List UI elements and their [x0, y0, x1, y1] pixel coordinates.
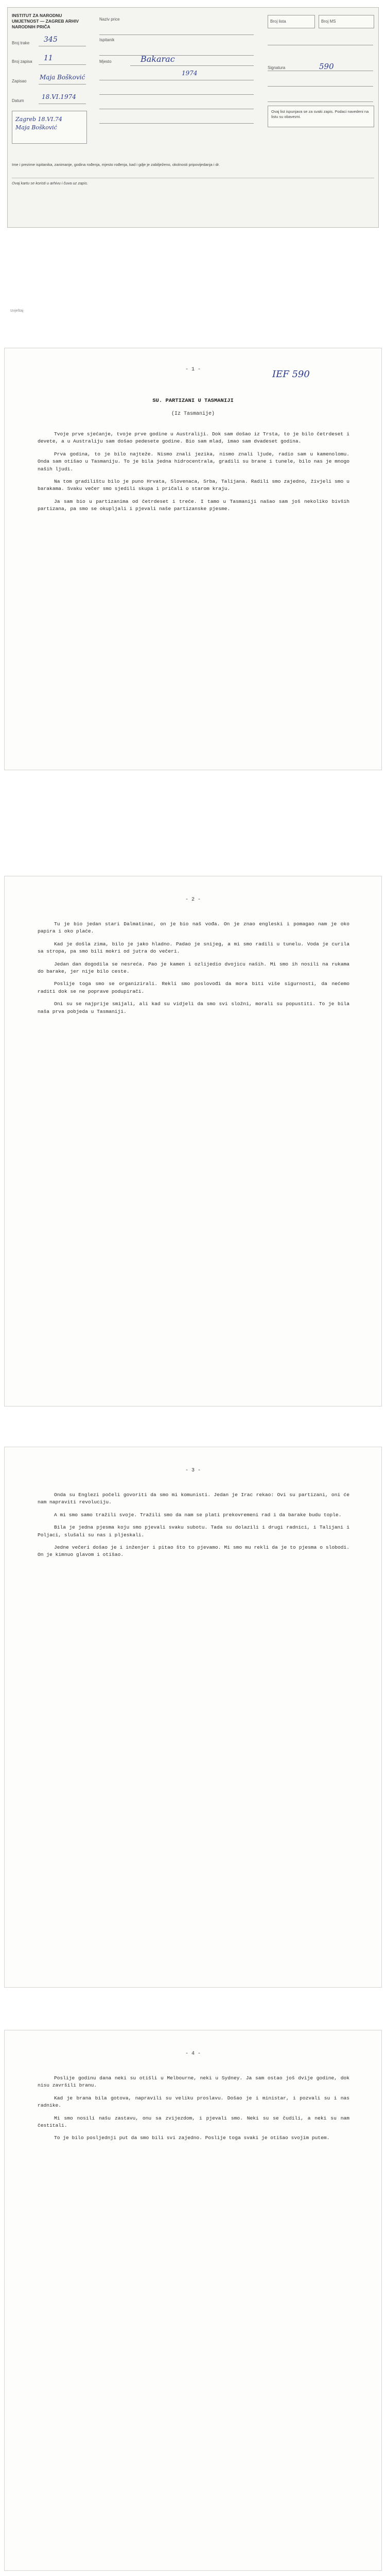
value-signatura: 590: [319, 62, 334, 71]
note-right-box: [268, 106, 374, 127]
label-signatura: Signatura: [268, 65, 286, 70]
archive-code: IEF 590: [272, 369, 310, 380]
field-line-1: [99, 69, 254, 80]
institution-name: INSTITUT ZA NARODNU UMJETNOST — ZAGREB ARHIV NARODNIH PRIČA: [12, 13, 79, 29]
field-line-3: [99, 97, 254, 109]
card-corner-note: Izvještaj: [10, 309, 24, 313]
paragraph: To je bilo posljednji put da smo bili svi zajedno. Poslije toga svaki je otišao svojim putem.: [54, 2135, 330, 2141]
field-right-4: [268, 90, 373, 102]
paragraph: Onda su Englezi počeli govoriti da smo mi komunisti. Jedan je Irac rekao: Ovi su partizani, oni će nam napraviti revoluciju.: [38, 1492, 349, 1505]
field-datum: [39, 92, 86, 104]
page-text: [38, 2075, 349, 2147]
handwritten-dates: Zagreb 18.VI.74 Maja Bošković: [15, 116, 62, 131]
paragraph: A mi smo samo tražili svoje. Tražili smo da nam se plati prekovremeni rad i da barake budu tople.: [54, 1512, 342, 1518]
box-broj-lista: [268, 15, 315, 28]
typed-page-4: [4, 2030, 382, 2571]
story-subtitle: (Iz Tasmanije): [171, 411, 215, 417]
story-title: SU. PARTIZANI U TASMANIJI: [152, 398, 234, 404]
paragraph: Mi smo nosili našu zastavu, onu sa zvijezdom, i pjevali smo. Neki su se čudili, a neki su nam čestitali.: [38, 2115, 349, 2129]
box-broj-ms: [319, 15, 374, 28]
page-number: - 1 -: [185, 367, 201, 372]
value-year: 1974: [182, 70, 198, 77]
value-broj-trake: 345: [44, 36, 58, 44]
paragraph: Poslije godinu dana neki su otišli u Melbourne, neki u Sydney. Ja sam ostao još dvije godine, dok nisu završili branu.: [38, 2075, 349, 2089]
label-datum: Datum: [12, 98, 24, 103]
page-text: [38, 1492, 349, 1564]
paragraph: Ja sam bio u partizanima od četrdeset i treće. I tamo u Tasmaniji našao sam još nekoliko bivših partizana, pa smo se okupljali i pjevali naše partizanske pjesme.: [38, 498, 349, 512]
catalogue-card: [7, 7, 379, 228]
paragraph: Kad je brana bila gotova, napravili su veliku proslavu. Došao je i ministar, i pozvali su i nas radnike.: [38, 2095, 349, 2109]
paragraph: Poslije toga smo se organizirali. Rekli smo poslovođi da mora biti više sigurnosti, da nećemo raditi dok se ne poprave podupirači.: [38, 981, 349, 994]
paragraph: Tvoje prve sjećanje, tvoje prve godine u Australiji. Dok sam došao iz Trsta, to je bilo četrdeset i devete, a u Australiju sam došao pedesete godine. Bio sam mlad, imao sam dvadeset godina.: [38, 431, 349, 445]
field-broj-trake: [39, 35, 86, 46]
typed-page-2: [4, 876, 382, 1406]
paragraph: Oni su se najprije smijali, ali kad su vidjeli da smo svi složni, morali su popustiti. To je bila naša prva pobjeda u Tasmaniji.: [38, 1001, 349, 1014]
paragraph: Kad je došla zima, bilo je jako hladno. Padao je snijeg, a mi smo radili u tunelu. Voda je curila sa stropa, pa smo bili mokri od jutra do večeri.: [38, 941, 349, 955]
field-zapisao: [39, 73, 86, 84]
paragraph: Jedan dan dogodila se nesreća. Pao je kamen i ozlijedio dvojicu naših. Mi smo ih nosili na rukama do barake, jer nije bilo ceste.: [38, 961, 349, 975]
label-ispitanik: Ispitanik: [99, 38, 115, 42]
paragraph: Na tom gradilištu bilo je puno Hrvata, Slovenaca, Srba, Talijana. Radili smo zajedno, živjeli smo u barakama. Svaku večer smo sjedili skupa i pričali o starom kraju.: [38, 479, 349, 492]
page-number: - 4 -: [185, 2051, 201, 2057]
field-right-3: [268, 75, 373, 87]
card-footer: Ovaj kartu se koristi u arhivu i čuva uz zapis.: [12, 181, 88, 185]
note-right: Ovaj list ispunjava se za svaki zapis. Podaci navedeni na listu su obavezni.: [271, 109, 369, 119]
typed-page-1: [4, 348, 382, 770]
page-text: [38, 431, 349, 518]
paragraph: Bila je jedna pjesma koju smo pjevali svaku subotu. Tada su dolazili i drugi radnici, i Talijani i Poljaci, slušali su nas i pljeskali.: [38, 1524, 349, 1538]
field-right-1: [268, 33, 373, 45]
label-broj-ms: Broj MS: [321, 19, 336, 24]
field-line-4: [99, 112, 254, 124]
value-zapisao: Maja Bošković: [40, 74, 85, 81]
label-naziv: Naziv price: [99, 17, 120, 22]
field-mjesto: [130, 54, 254, 66]
label-broj-trake: Broj trake: [12, 41, 30, 45]
label-mjesto: Mjesto: [99, 59, 112, 64]
label-zapisao: Zapisao: [12, 79, 27, 83]
typed-page-3: [4, 1447, 382, 1988]
value-datum: 18.VI.1974: [42, 93, 76, 100]
field-line-2: [99, 83, 254, 95]
value-broj-zapisa: 11: [44, 54, 53, 62]
page-number: - 2 -: [185, 897, 201, 903]
paragraph: Prva godina, to je bilo najteže. Nismo znali jezika, nismo znali ljude, radio sam u kamenolomu. Onda sam otišao u Tasmaniju. To je bila jedna hidrocentrala, gradili su brane i tunele, bilo nas je mnogo naših ljudi.: [38, 451, 349, 472]
page-text: [38, 921, 349, 1021]
page-number: - 3 -: [185, 1468, 201, 1473]
paragraph: Jedne večeri došao je i inženjer i pitao što to pjevamo. Mi smo mu rekli da je to pjesma o slobodi. On je kimnuo glavom i otišao.: [38, 1545, 349, 1558]
field-naziv: [99, 23, 254, 35]
paragraph: Tu je bio jedan stari Dalmatinac, on je bio naš vođa. On je znao engleski i pomagao nam je oko papira i oko plaće.: [38, 921, 349, 935]
label-broj-lista: Broj lista: [270, 19, 286, 24]
handwritten-notes-box: [12, 111, 87, 144]
field-broj-zapisa: [39, 53, 86, 65]
label-broj-zapisa: Broj zapisa: [12, 59, 32, 64]
note-left: Ime i prezime ispitanika, zanimanje, godina rođenja, mjesto rođenja, kad i gdje je zabilježeno, okolnosti pripovijedanja i dr.: [12, 162, 220, 167]
value-mjesto: Bakarac: [141, 54, 175, 64]
